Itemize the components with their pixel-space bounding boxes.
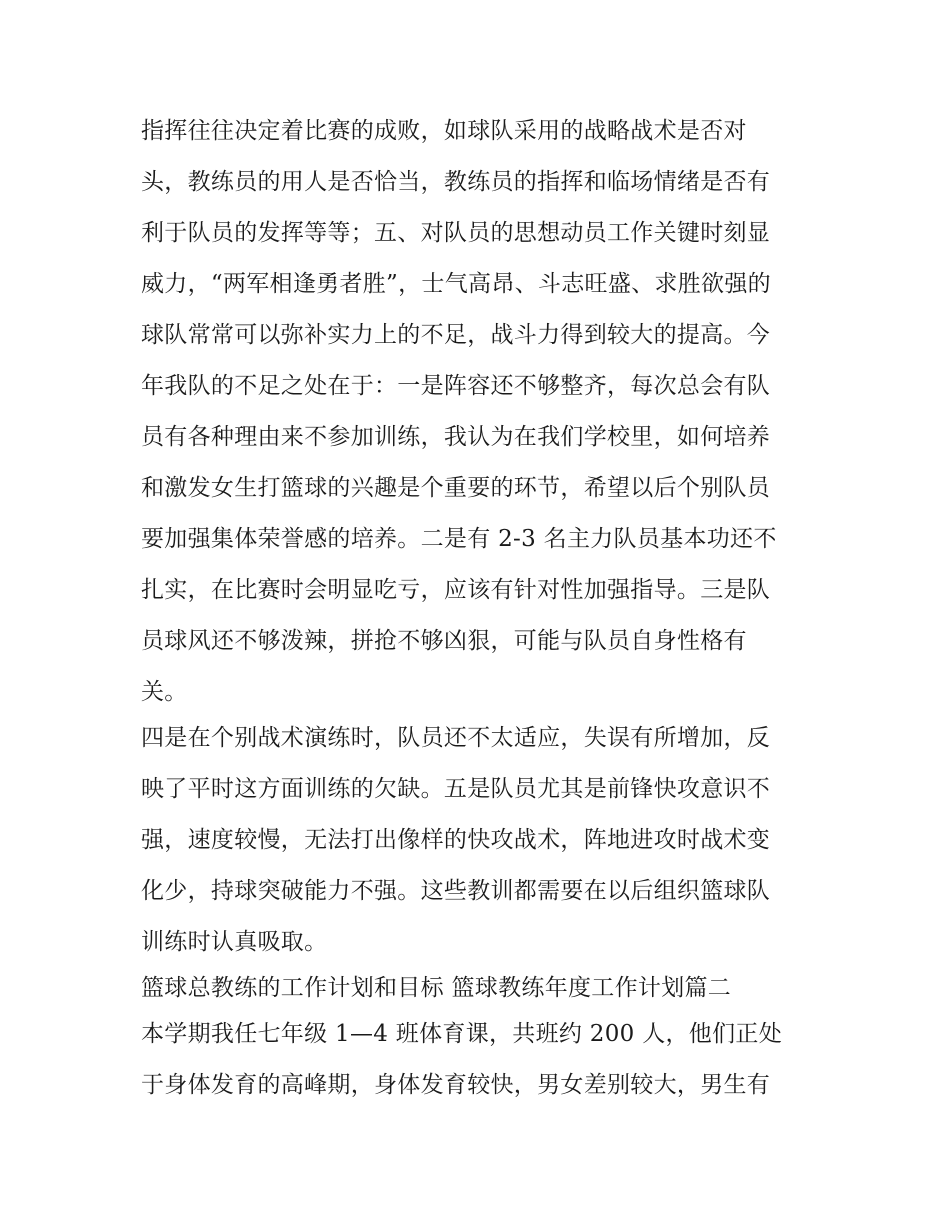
text-line: 员有各种理由来不参加训练，我认为在我们学校里，如何培养 bbox=[141, 424, 771, 450]
text-line: 威力，“两军相逢勇者胜”，士气高昂、斗志旺盛、求胜欲强的 bbox=[141, 271, 771, 297]
body-text bbox=[141, 108, 821, 1113]
text-line: 本学期我任七年级 1—4 班体育课，共班约 200 人，他们正处 bbox=[141, 1021, 783, 1047]
text-line: 员球风还不够泼辣，拼抢不够凶狠，可能与队员自身性格有 bbox=[141, 628, 747, 654]
text-line: 化少，持球突破能力不强。这些教训都需要在以后组织篮球队 bbox=[141, 878, 771, 904]
text-line: 映了平时这方面训练的欠缺。五是队员尤其是前锋快攻意识不 bbox=[141, 776, 771, 802]
text-line: 扎实，在比赛时会明显吃亏，应该有针对性加强指导。三是队 bbox=[141, 577, 771, 603]
text-line: 指挥往往决定着比赛的成败，如球队采用的战略战术是否对 bbox=[141, 118, 747, 144]
text-line: 于身体发育的高峰期，身体发育较快，男女差别较大，男生有 bbox=[141, 1072, 771, 1098]
text-line: 四是在个别战术演练时，队员还不太适应，失误有所增加，反 bbox=[141, 725, 771, 751]
text-line: 要加强集体荣誉感的培养。二是有 2-3 名主力队员基本功还不 bbox=[141, 526, 777, 552]
text-line: 球队常常可以弥补实力上的不足，战斗力得到较大的提高。今 bbox=[141, 322, 771, 348]
text-line: 头，教练员的用人是否恰当，教练员的指挥和临场情绪是否有 bbox=[141, 169, 771, 195]
section-heading: 篮球总教练的工作计划和目标 篮球教练年度工作计划篇二 bbox=[141, 975, 732, 1001]
text-line: 和激发女生打篮球的兴趣是个重要的环节，希望以后个别队员 bbox=[141, 475, 771, 501]
text-line: 年我队的不足之处在于：一是阵容还不够整齐，每次总会有队 bbox=[141, 373, 771, 399]
text-line: 训练时认真吸取。 bbox=[141, 929, 328, 955]
text-line: 利于队员的发挥等等；五、对队员的思想动员工作关键时刻显 bbox=[141, 220, 771, 246]
text-line: 强，速度较慢，无法打出像样的快攻战术，阵地进攻时战术变 bbox=[141, 827, 771, 853]
text-line: 关。 bbox=[141, 679, 188, 705]
